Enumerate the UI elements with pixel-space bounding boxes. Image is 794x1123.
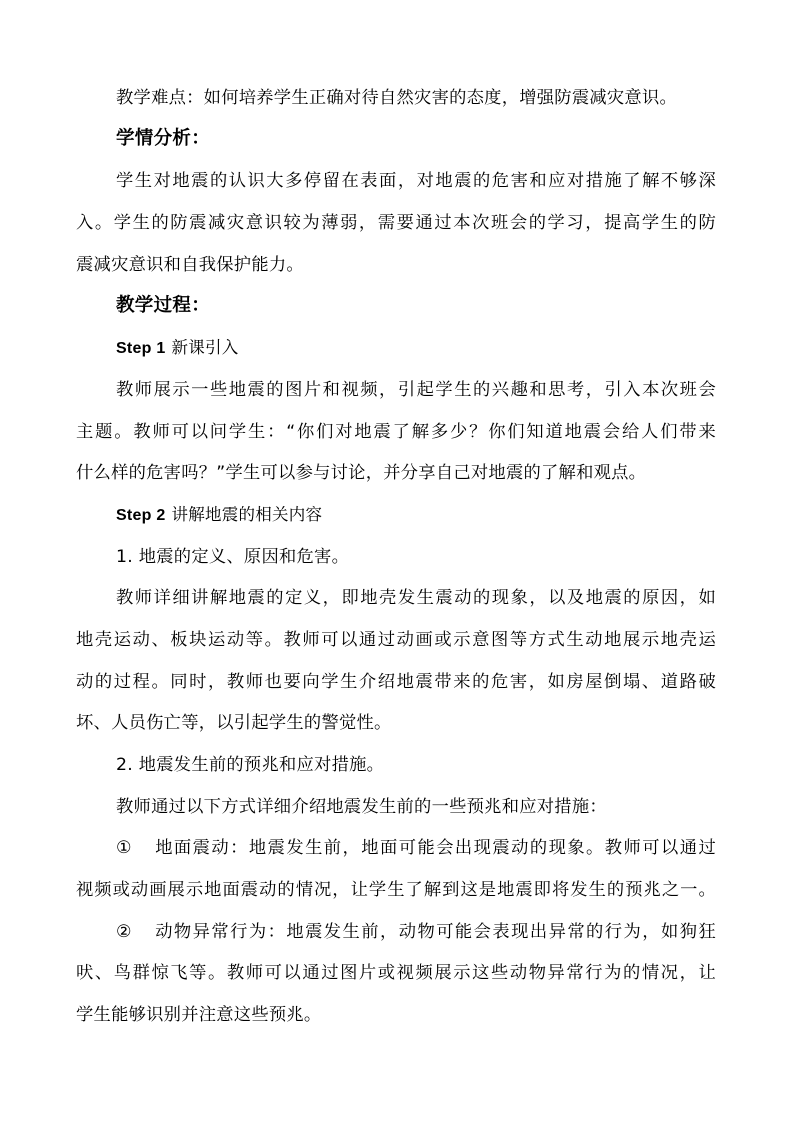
step-2-label: 讲解地震的相关内容 — [171, 505, 323, 524]
circled-item-1 — [116, 836, 716, 860]
paragraph-line: 学生对地震的认识大多停留在表面，对地震的危害和应对措施了解不够深 — [116, 171, 716, 191]
paragraph-line: 吠、鸟群惊飞等。教师可以通过图片或视频展示这些动物异常行为的情况，让 — [76, 963, 716, 983]
paragraph-line: 地壳运动、板块运动等。教师可以通过动画或示意图等方式生动地展示地壳运 — [76, 630, 716, 650]
step-2-number: Step 2 — [116, 507, 166, 524]
paragraph-line: 震减灾意识和自我保护能力。 — [76, 255, 304, 275]
paragraph-line: 入。学生的防震减灾意识较为薄弱，需要通过本次班会的学习，提高学生的防 — [76, 213, 716, 233]
paragraph-line: 动的过程。同时，教师也要向学生介绍地震带来的危害，如房屋倒塌、道路破 — [76, 672, 716, 692]
circled-item-2 — [116, 920, 716, 944]
paragraph-line: 教师详细讲解地震的定义，即地壳发生震动的现象，以及地震的原因，如 — [116, 588, 716, 608]
paragraph-line: 什么样的危害吗？”学生可以参与讨论，并分享自己对地震的了解和观点。 — [76, 463, 647, 483]
paragraph-line: 视频或动画展示地面震动的情况，让学生了解到这是地震即将发生的预兆之一。 — [76, 880, 716, 900]
circled-item-1-text: 地面震动：地震发生前，地面可能会出现震动的现象。教师可以通过 — [154, 838, 716, 858]
heading-teaching-process: 教学过程： — [116, 295, 211, 316]
circled-number-1: ① — [116, 838, 132, 858]
step-2-heading — [116, 503, 716, 528]
paragraph-line: 教师展示一些地震的图片和视频，引起学生的兴趣和思考，引入本次班会 — [116, 380, 716, 400]
paragraph-line: 学生能够识别并注意这些预兆。 — [76, 1005, 322, 1025]
circled-item-2-text: 动物异常行为：地震发生前，动物可能会表现出异常的行为，如狗狂 — [154, 922, 716, 942]
step-1-number: Step 1 — [116, 340, 166, 357]
heading-student-analysis: 学情分析： — [116, 128, 211, 149]
list-item-1: 1. 地震的定义、原因和危害。 — [116, 547, 350, 567]
teaching-difficulty: 教学难点：如何培养学生正确对待自然灾害的态度，增强防震减灾意识。 — [116, 88, 678, 108]
circled-number-2: ② — [116, 922, 132, 942]
paragraph-line: 主题。教师可以问学生：“你们对地震了解多少？你们知道地震会给人们带来 — [76, 422, 716, 442]
paragraph-line: 教师通过以下方式详细介绍地震发生前的一些预兆和应对措施： — [116, 797, 607, 817]
step-1-label: 新课引入 — [171, 338, 239, 357]
list-item-2: 2. 地震发生前的预兆和应对措施。 — [116, 755, 385, 775]
step-1-heading — [116, 336, 716, 361]
paragraph-line: 坏、人员伤亡等，以引起学生的警觉性。 — [76, 713, 392, 733]
